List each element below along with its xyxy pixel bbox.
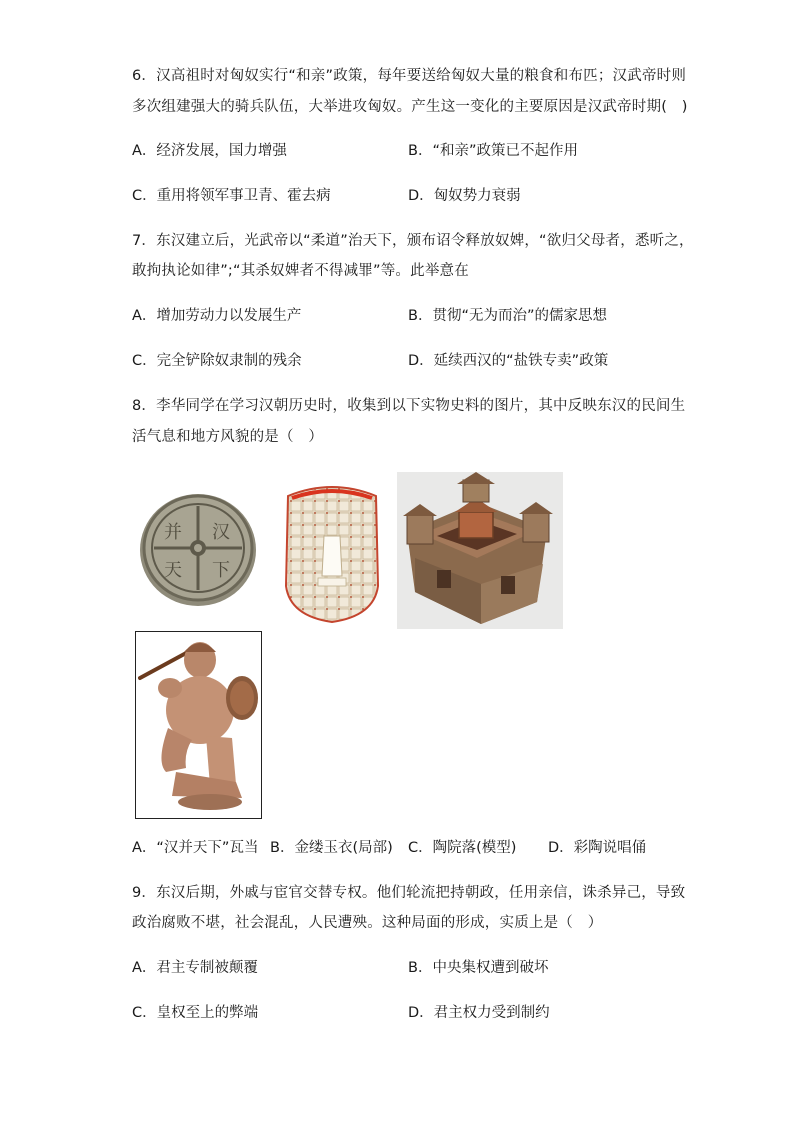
q7-option-c[interactable]: C．完全铲除奴隶制的残余: [132, 353, 302, 369]
storyteller-figure-image: [135, 631, 262, 819]
q6-option-d[interactable]: D．匈奴势力衰弱: [408, 188, 521, 204]
tile-char-3: 天: [164, 560, 182, 581]
q7-option-b[interactable]: B．贯彻“无为而治”的儒家思想: [408, 308, 607, 324]
tile-char-2: 并: [164, 522, 182, 543]
q9-stem-line1: 9．东汉后期，外戚与宦官交替专权。他们轮流把持朝政，任用亲信，诛杀异己，导致: [132, 885, 686, 901]
q6-stem-line2: 多次组建强大的骑兵队伍，大举进攻匈奴。产生这一变化的主要原因是汉武帝时期( ): [132, 99, 688, 115]
q8-stem-line2: 活气息和地方风貌的是（ ）: [132, 429, 324, 445]
q8-option-d[interactable]: D．彩陶说唱俑: [548, 840, 647, 856]
q6-stem-line1: 6．汉高祖时对匈奴实行“和亲”政策，每年要送给匈奴大量的粮食和布匹；汉武帝时则: [132, 68, 687, 84]
courtyard-model-image: [397, 472, 563, 629]
q9-option-c[interactable]: C．皇权至上的弊端: [132, 1005, 259, 1021]
q8-option-c[interactable]: C．陶院落(模型): [408, 840, 517, 856]
q8-option-a[interactable]: A．“汉并天下”瓦当: [132, 840, 259, 856]
tile-char-4: 下: [212, 560, 230, 581]
q9-option-a[interactable]: A．君主专制被颠覆: [132, 960, 258, 976]
q9-stem-line2: 政治腐败不堪，社会混乱，人民遭殃。这种局面的形成，实质上是（ ）: [132, 915, 603, 931]
tile-end-image: [134, 486, 262, 610]
tile-char-1: 汉: [212, 522, 230, 543]
q7-option-a[interactable]: A．增加劳动力以发展生产: [132, 308, 302, 324]
q8-stem-line1: 8．李华同学在学习汉朝历史时，收集到以下实物史料的图片，其中反映东汉的民间生: [132, 398, 686, 414]
q8-option-b[interactable]: B．金缕玉衣(局部): [270, 840, 393, 856]
q7-stem-line2: 敢拘执论如律”;“其杀奴婢者不得减罪”等。此举意在: [132, 263, 469, 279]
q6-option-c[interactable]: C．重用将领军事卫青、霍去病: [132, 188, 331, 204]
q9-option-b[interactable]: B．中央集权遭到破坏: [408, 960, 549, 976]
q9-option-d[interactable]: D．君主权力受到制约: [408, 1005, 550, 1021]
q6-option-b[interactable]: B．“和亲”政策已不起作用: [408, 143, 578, 159]
q7-stem-line1: 7．东汉建立后，光武帝以“柔道”治天下，颁布诏令释放奴婢，“欲归父母者，悉听之，: [132, 233, 694, 249]
jade-suit-image: [278, 476, 386, 626]
q6-option-a[interactable]: A．经济发展，国力增强: [132, 143, 287, 159]
q7-option-d[interactable]: D．延续西汉的“盐铁专卖”政策: [408, 353, 609, 369]
